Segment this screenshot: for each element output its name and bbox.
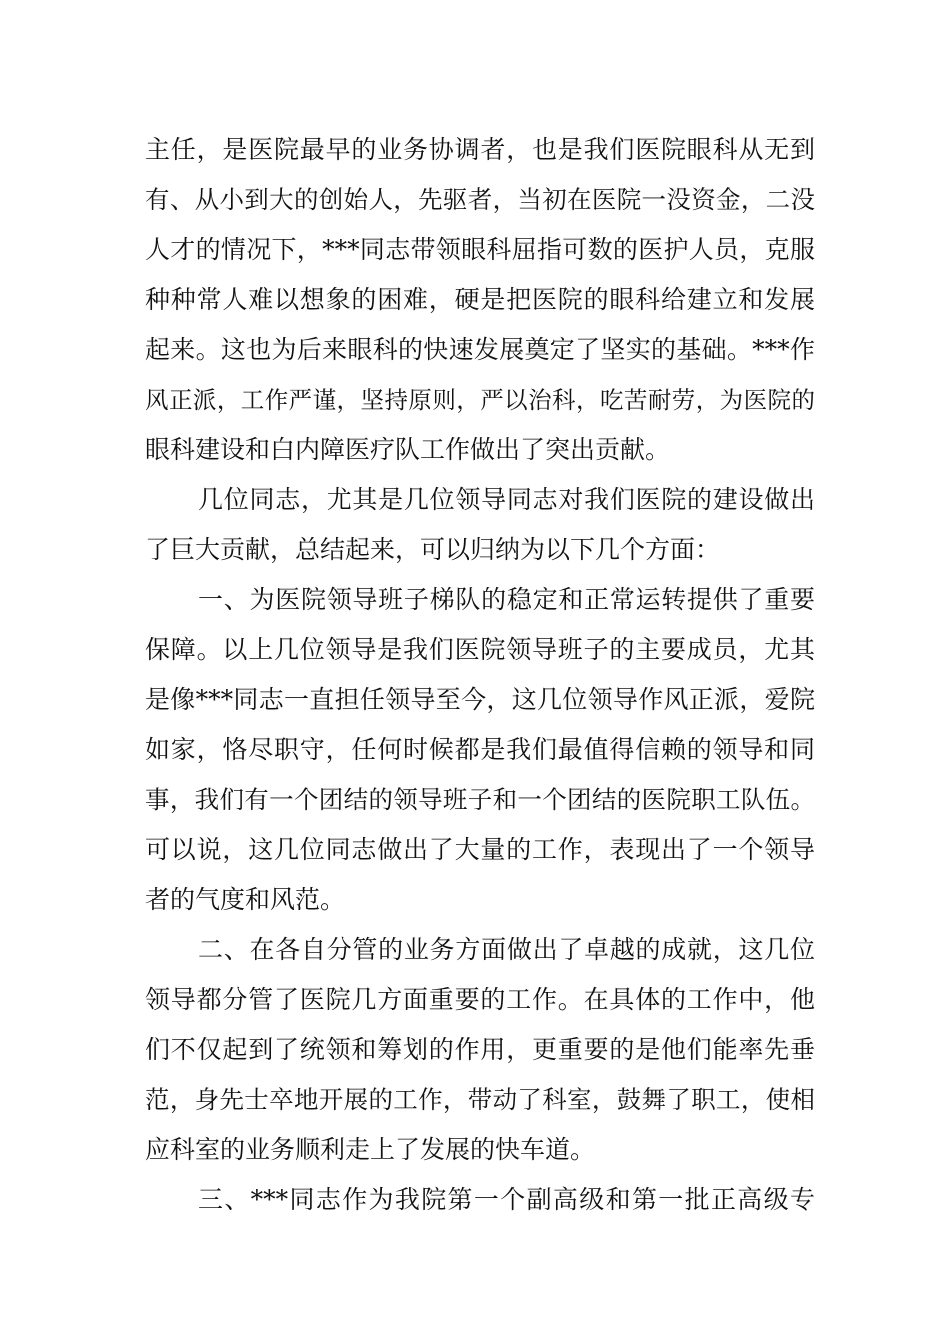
text-line: 者的气度和风范。	[145, 885, 346, 914]
paragraph-first-line: 二、在各自分管的业务方面做出了卓越的成就，这几位	[198, 935, 815, 964]
paragraph-first-line: 几位同志，尤其是几位领导同志对我们医院的建设做出	[198, 485, 815, 514]
text-line: 种种常人难以想象的困难，硬是把医院的眼科给建立和发展	[145, 285, 815, 314]
text-line: 范，身先士卒地开展的工作，带动了科室，鼓舞了职工，使相	[145, 1085, 815, 1114]
text-line: 领导都分管了医院几方面重要的工作。在具体的工作中，他	[145, 985, 815, 1014]
text-line: 风正派，工作严谨，坚持原则，严以治科，吃苦耐劳，为医院的	[145, 386, 815, 414]
text-line: 有、从小到大的创始人，先驱者，当初在医院一没资金，二没	[145, 185, 815, 214]
text-line: 事，我们有一个团结的领导班子和一个团结的医院职工队伍。	[145, 785, 815, 814]
text-line: 们不仅起到了统领和筹划的作用，更重要的是他们能率先垂	[145, 1035, 815, 1064]
text-line: 如家，恪尽职守，任何时候都是我们最值得信赖的领导和同	[145, 735, 815, 764]
text-line: 了巨大贡献，总结起来，可以归纳为以下几个方面：	[145, 535, 721, 564]
text-line: 应科室的业务顺利走上了发展的快车道。	[145, 1135, 596, 1164]
text-line: 保障。以上几位领导是我们医院领导班子的主要成员，尤其	[145, 635, 815, 664]
text-line: 可以说，这几位同志做出了大量的工作，表现出了一个领导	[145, 835, 815, 864]
paragraph-first-line: 三、***同志作为我院第一个副高级和第一批正高级专	[198, 1185, 815, 1214]
paragraph-first-line: 一、为医院领导班子梯队的稳定和正常运转提供了重要	[198, 585, 815, 614]
text-line: 眼科建设和白内障医疗队工作做出了突出贡献。	[145, 435, 671, 464]
text-line: 人才的情况下，***同志带领眼科屈指可数的医护人员，克服	[145, 235, 815, 264]
text-line: 是像***同志一直担任领导至今，这几位领导作风正派，爱院	[145, 685, 815, 714]
text-line: 起来。这也为后来眼科的快速发展奠定了坚实的基础。***作	[145, 335, 815, 364]
text-line: 主任，是医院最早的业务协调者，也是我们医院眼科从无到	[145, 135, 815, 164]
